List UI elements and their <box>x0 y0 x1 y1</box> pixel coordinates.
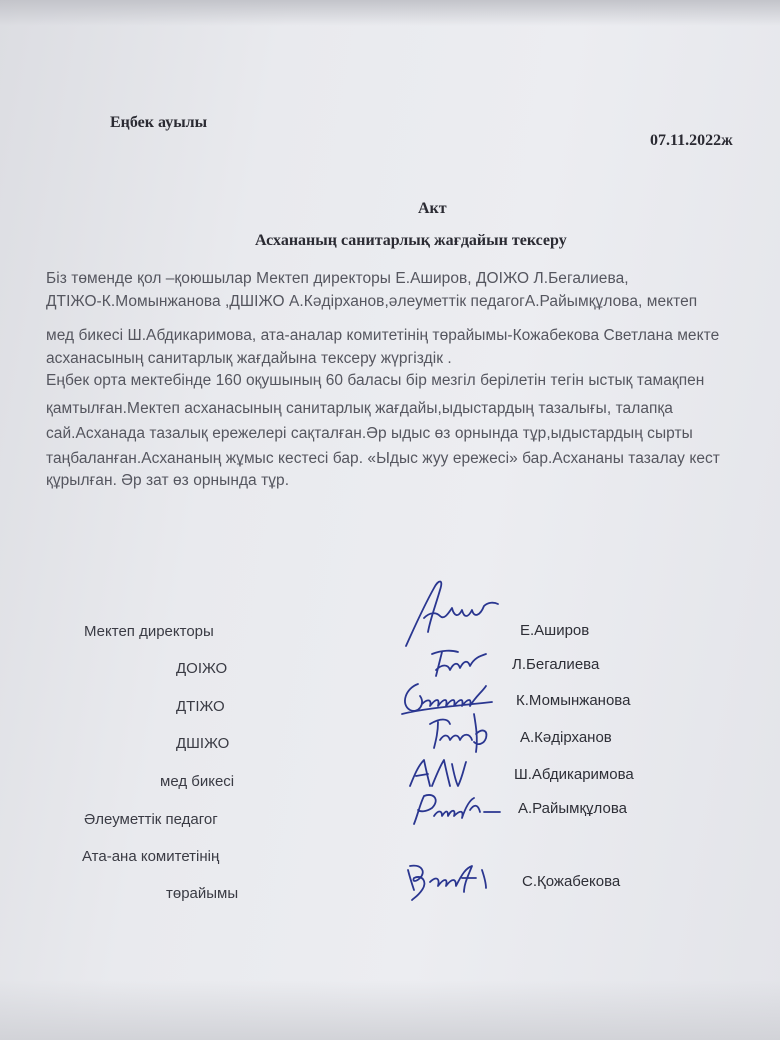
signature-role: Әлеуметтік педагог <box>84 811 218 828</box>
signatory-name: С.Қожабекова <box>522 873 621 890</box>
body-line: асханасының санитарлық жағдайына тексеру жүргіздік . <box>46 350 452 367</box>
signatory-name: А.Кәдірханов <box>520 729 612 746</box>
act-title: Акт <box>418 200 447 217</box>
signatory-name: Ш.Абдикаримова <box>514 766 634 783</box>
body-line: сай.Асханада тазалық ережелері сақталған.Әр ыдыс өз орнында тұр,ыдыстардың сырты <box>46 425 693 442</box>
signatory-name: Л.Бегалиева <box>512 656 600 673</box>
signatory-name: Е.Аширов <box>520 622 590 639</box>
body-line: Біз төменде қол –қоюшылар Мектеп директоры Е.Аширов, ДОІЖО Л.Бегалиева, <box>46 270 629 287</box>
body-line: Еңбек орта мектебінде 160 оқушының 60 баласы бір мезгіл берілетін тегін ыстық тамақпен <box>46 372 705 389</box>
page-shadow-top <box>0 0 780 26</box>
signature-role: Мектеп директоры <box>84 623 214 640</box>
page-shadow-bottom <box>0 980 780 1040</box>
body-line: таңбаланған.Асхананың жұмыс кестесі бар. «Ыдыс жуу ережесі» бар.Асхананы тазалау кест <box>46 450 720 467</box>
act-subtitle: Асхананың санитарлық жағдайын тексеру <box>255 232 567 249</box>
signature-role: ДОІЖО <box>176 660 228 677</box>
signature-role: ДТІЖО <box>176 698 225 715</box>
body-line: мед бикесі Ш.Абдикаримова, ата-аналар комитетінің төрайымы-Кожабекова Светлана мекте <box>46 327 720 344</box>
signature-role: Ата-ана комитетінің <box>82 848 220 865</box>
body-line: құрылған. Әр зат өз орнында тұр. <box>46 472 290 489</box>
body-line: ДТІЖО-К.Момынжанова ,ДШІЖО А.Кәдірханов,әлеуметтік педагогА.Райымқұлова, мектеп <box>46 293 698 310</box>
signature-role: төрайымы <box>166 885 239 902</box>
document-date: 07.11.2022ж <box>650 132 733 149</box>
village-name: Еңбек ауылы <box>110 114 208 131</box>
body-line: қамтылған.Мектеп асханасының санитарлық жағдайы,ыдыстардың тазалығы, талапқа <box>46 400 673 417</box>
signatory-name: К.Момынжанова <box>516 692 631 709</box>
signature-role: мед бикесі <box>160 773 235 790</box>
signatory-name: А.Райымқұлова <box>518 800 627 817</box>
signature-role: ДШІЖО <box>176 735 230 752</box>
